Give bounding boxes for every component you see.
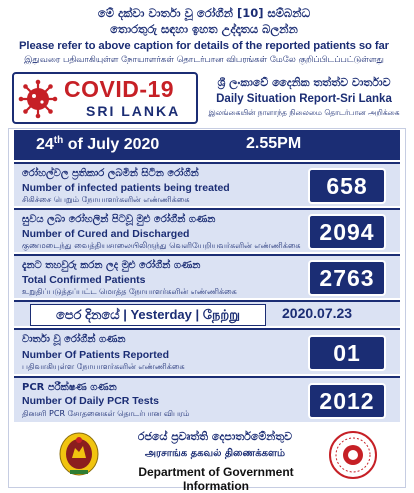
footer: [14, 424, 400, 493]
report-title-sinhala: ශ්‍රී ලංකාවේ දෛනික තත්ත්ව වාර්තාව: [217, 76, 391, 89]
footer-sinhala: රජයේ ප්‍රවෘත්ති දෙපාර්තමේන්තුව: [137, 430, 293, 443]
date-rest: of July 2020: [63, 136, 160, 153]
stat-label-sinhala: රෝහල්වල ප්‍රතිකාර ලබමින් සිටින රෝගීන්: [22, 168, 199, 179]
date-band: [14, 130, 400, 160]
stat-row-being-treated: [14, 162, 400, 206]
stat-value-total-confirmed: 2763: [308, 260, 386, 296]
stat-row-total-confirmed: [14, 254, 400, 298]
stat-label-tamil: சிகிச்சை பெறும் நோயாளர்களின் எண்ணிக்கை: [22, 195, 190, 204]
stat-label-sinhala: සුවය ලබා රෝහලින් පිටවූ මුළු රෝගීන් ගණන: [22, 214, 216, 225]
stat-label-english: Number Of Patients Reported: [22, 349, 170, 361]
stat-label-english: Number of infected patients being treated: [22, 182, 230, 194]
stat-value-pcr-tests: 2012: [308, 383, 386, 419]
stat-label-sinhala: PCR පරීක්ෂණ ගණන: [22, 382, 117, 393]
coronavirus-icon: [18, 79, 58, 119]
header-tamil: இதுவரை பதிவாகியுள்ள நோயாளர்கள் தொடர்பான விபரங்கள் மேலே குறிப்பிடப்பட்டுள்ளது: [24, 55, 384, 65]
stat-value-being-treated: 658: [308, 168, 386, 204]
stat-row-patients-reported: [14, 328, 400, 374]
report-date: [36, 135, 159, 154]
stat-label-sinhala: දැනට තහවුරු කරන ලද මුළු රෝගීන් ගණන: [22, 260, 201, 271]
previous-day-date: 2020.07.23: [282, 305, 353, 321]
stat-label-english: Total Confirmed Patients: [22, 274, 146, 286]
stat-value-patients-reported: 01: [308, 335, 386, 371]
header-sinhala-line1: මේ දක්වා වාර්තා වූ රෝගීන් [10] සම්බන්ධ: [97, 6, 311, 20]
state-emblem-icon: [58, 432, 100, 478]
department-logo-icon: [328, 430, 378, 480]
header-english: Please refer to above caption for details of the reported patients so far: [19, 40, 389, 52]
stat-label-sinhala: වාර්තා වූ රෝගීන් ගණන: [22, 334, 126, 345]
date-suffix: th: [53, 135, 64, 146]
covid-subtitle: SRI LANKA: [86, 103, 181, 119]
report-time: 2.55PM: [246, 135, 302, 152]
stat-label-tamil: குணமடைந்து வைத்தியசாலையிலிருந்து வெளியேறியவர்களின் எண்ணிக்கை: [22, 241, 301, 250]
stat-row-cured-discharged: [14, 208, 400, 252]
footer-tamil: அரசாங்க தகவல் திணைக்களம்: [144, 448, 286, 459]
previous-day-band: [14, 300, 400, 326]
stat-label-tamil: தினசரி PCR சோதனைகள் தொடர்பான விபரம்: [22, 409, 190, 418]
report-title-block: [206, 72, 402, 124]
stat-label-english: Number of Cured and Discharged: [22, 228, 190, 240]
previous-day-label: පෙර දිනයේ | Yesterday | நேற்று: [30, 304, 266, 326]
stat-label-tamil: உறுதிப்படுத்தப்பட்ட மொத்த நோயாளர்களின் எண்ணிக்கை: [22, 287, 237, 296]
header-sinhala-line2: තොරතුරු සඳහා ඉහත උද්දෘතය බලන්න: [110, 22, 298, 36]
covid-logo: [12, 72, 198, 124]
report-title-english: Daily Situation Report-Sri Lanka: [216, 93, 392, 105]
stat-label-english: Number Of Daily PCR Tests: [22, 395, 159, 407]
date-day: 24: [36, 136, 54, 153]
report-title-tamil: இலங்கையின் நாளாந்த நிலைமை தொடர்பான அறிக்கை: [208, 108, 400, 117]
footer-english: Department of Government Information: [138, 465, 294, 493]
stat-value-cured-discharged: 2094: [308, 214, 386, 250]
stat-row-pcr-tests: [14, 376, 400, 422]
covid-title: COVID-19: [64, 76, 175, 102]
stat-label-tamil: பதிவாகியுள்ள நோயாளர்களின் எண்ணிக்கை: [22, 362, 185, 371]
